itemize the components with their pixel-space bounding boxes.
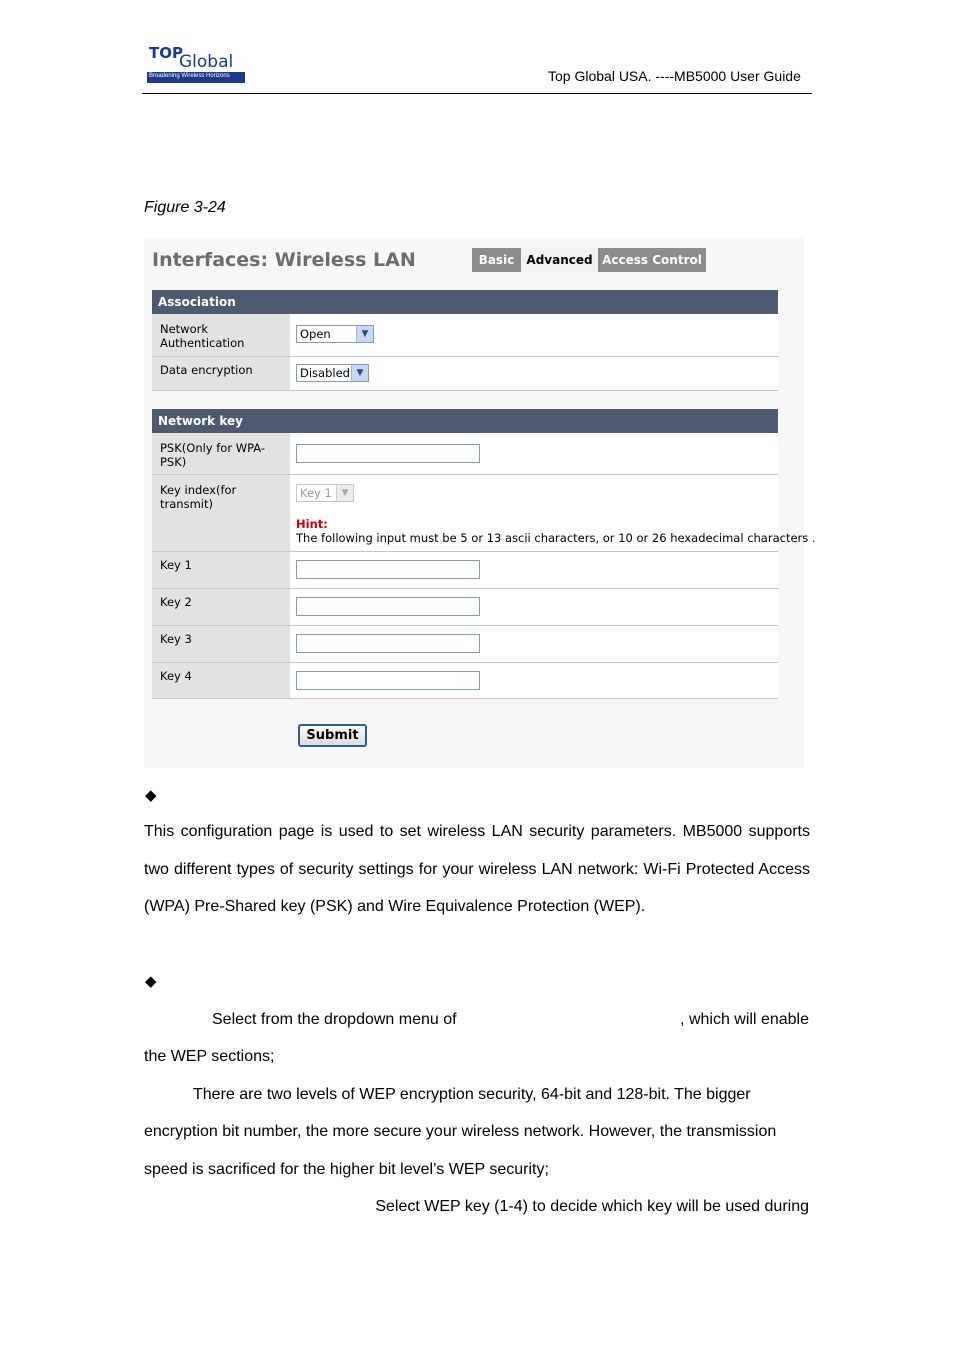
key3-input[interactable] [296,634,480,653]
key-index-select[interactable] [296,484,354,502]
tab-access-control[interactable]: Access Control [598,248,706,272]
document-title: Top Global USA. ----MB5000 User Guide [548,68,801,84]
network-authentication-row [152,314,778,357]
psk-label: PSK(Only for WPA-PSK) [152,433,290,474]
psk-input[interactable] [296,444,480,463]
chevron-down-icon: ▼ [356,326,373,342]
network-authentication-cell [290,314,778,356]
key4-row [152,663,778,699]
logo-global-text: Global [179,52,234,72]
header-rule [142,93,812,94]
text-line-f: Select WEP key (1-4) to decide which key will be used during [375,1198,809,1215]
text-line-e: speed is sacrificed for the higher bit level’s WEP security; [144,1161,549,1178]
key2-row [152,589,778,626]
network-authentication-select[interactable] [296,325,374,343]
chevron-down-icon: ▼ [336,485,353,501]
text-line-a2: , which will enable [680,1011,809,1028]
bullet-diamond-icon: ◆ [145,787,157,804]
network-authentication-label: Network Authentication [152,314,290,356]
network-authentication-value: Open [300,327,331,341]
key2-input[interactable] [296,597,480,616]
key1-cell [290,552,778,588]
key1-input[interactable] [296,560,480,579]
logo-tagline: Broadening Wireless Horizons [149,73,230,79]
key3-cell [290,626,778,662]
intro-paragraph: This configuration page is used to set wireless LAN security parameters. MB5000 supports two different types of security settings for your wireless LAN network: Wi-Fi Protected Access (WPA) Pre-Shared key (PSK) and Wire Equivalence Protection (WEP). [144,823,810,915]
page-title: Interfaces: Wireless LAN [152,249,416,271]
tab-advanced[interactable]: Advanced [521,248,598,272]
key4-label: Key 4 [152,663,290,698]
key3-row [152,626,778,663]
submit-button[interactable]: Submit [298,724,367,747]
key2-label: Key 2 [152,589,290,625]
data-encryption-select[interactable] [296,364,369,382]
tab-basic[interactable]: Basic [472,248,521,272]
figure-caption: Figure 3-24 [144,199,226,216]
key1-row [152,552,778,589]
hint-title: Hint: [296,517,328,531]
key3-label: Key 3 [152,626,290,662]
key-index-label: Key index(for transmit) [152,475,290,551]
text-line-b: the WEP sections; [144,1048,275,1065]
logo-top-text: TOP [149,44,183,62]
data-encryption-row [152,357,778,391]
bullet-diamond-icon: ◆ [145,973,157,990]
hint-text: The following input must be 5 or 13 ascii characters, or 10 or 26 hexadecimal characters . [296,531,816,545]
psk-row [152,433,778,475]
network-key-heading: Network key [152,409,778,433]
text-line-c: There are two levels of WEP encryption security, 64-bit and 128-bit. The bigger [193,1086,751,1103]
data-encryption-value: Disabled [300,366,350,380]
key-index-value: Key 1 [300,486,332,500]
chevron-down-icon: ▼ [351,365,368,381]
key1-label: Key 1 [152,552,290,588]
key-index-cell [290,475,816,551]
key-index-row [152,475,816,552]
text-line-a1: Select from the dropdown menu of [212,1011,457,1028]
key4-input[interactable] [296,671,480,690]
text-line-d: encryption bit number, the more secure your wireless network. However, the transmission [144,1123,777,1140]
data-encryption-cell [290,357,778,390]
key4-cell [290,663,778,698]
association-heading: Association [152,290,778,314]
key2-cell [290,589,778,625]
top-global-logo [147,44,247,86]
data-encryption-label: Data encryption [152,357,290,390]
logo-tagline-bar [147,72,245,83]
psk-cell [290,433,778,474]
